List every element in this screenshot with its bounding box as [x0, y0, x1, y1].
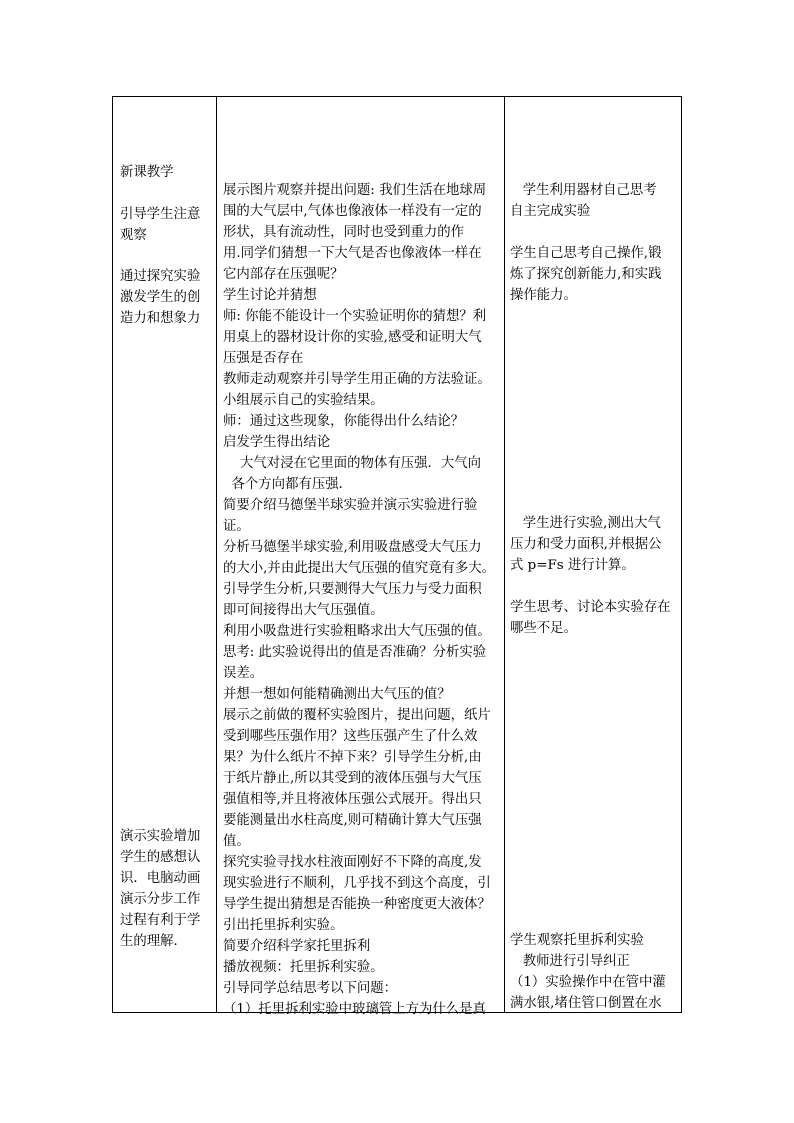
col3-text: 学生思考、讨论本实验存在	[510, 600, 671, 615]
col2-line: 值。	[223, 834, 250, 849]
col2-line: 学生讨论并猜想	[223, 288, 317, 303]
col1-text: 过程有利于学	[120, 913, 201, 928]
column-divider-1	[216, 97, 217, 1012]
col2-line: 探究实验寻找水柱液面刚好不下降的高度,发	[223, 855, 482, 870]
col2-line: 利用小吸盘进行实验粗略求出大气压强的值。	[223, 624, 491, 639]
col2-line: 强值相等,并且将液体压强公式展开。得出只	[223, 792, 482, 807]
col2-line: 引导同学总结思考以下问题：	[223, 981, 398, 996]
col2-line: 导学生提出猜想是否能换一种密度更大液体？	[223, 897, 491, 912]
col2-line: 要能测量出水柱高度,则可精确计算大气压强	[223, 813, 482, 828]
col2-line: 分析马德堡半球实验,利用吸盘感受大气压力	[223, 540, 482, 555]
col3-text: 教师进行引导纠正	[510, 954, 630, 969]
teacher-activity-column	[223, 180, 503, 1020]
col2-line: （1）托里拆利实验中玻璃管上方为什么是真	[223, 1002, 486, 1017]
col1-text: 学生的感想认	[120, 850, 201, 865]
col1-text: 通过探究实验	[120, 269, 201, 284]
col3-text: 炼了探究创新能力,和实践	[510, 267, 662, 282]
col1-text: 生的理解．	[120, 934, 187, 949]
col3-text: 满水银,堵住管口倒置在水	[510, 996, 662, 1011]
col2-line: 用桌上的器材设计你的实验,感受和证明大气	[223, 330, 482, 345]
col3-text: 操作能力。	[510, 288, 577, 303]
col2-line: 思考: 此实验说得出的值是否准确？分析实验	[223, 645, 487, 660]
col3-text: 压力和受力面积,并根据公	[510, 537, 662, 552]
col2-line: 的大小,并由此提出大气压强的值究竟有多大。	[223, 561, 496, 576]
col2-line: 果？为什么纸片不掉下来？引导学生分析,由	[223, 750, 482, 765]
col2-line: 师：通过这些现象，你能得出什么结论？	[223, 414, 465, 429]
col2-line: 受到哪些压强作用？这些压强产生了什么效	[223, 729, 478, 744]
col2-line: 展示图片观察并提出问题: 我们生活在地球周	[223, 183, 487, 198]
col2-line: 小组展示自己的实验结果。	[223, 393, 384, 408]
col2-line: 于纸片静止,所以其受到的液体压强与大气压	[223, 771, 482, 786]
col2-line: 启发学生得出结论	[223, 435, 331, 450]
col2-line: 误差。	[223, 666, 264, 681]
col3-text: 学生自己思考自己操作,锻	[510, 246, 662, 261]
col2-line: 师: 你能不能设计一个实验证明你的猜想？利	[223, 309, 487, 324]
col2-line: 展示之前做的覆杯实验图片，提出问题，纸片	[223, 708, 491, 723]
col2-line: 大气对浸在它里面的物体有压强．大气向	[223, 456, 482, 471]
column-divider-2	[504, 97, 505, 1012]
col1-text: 识．电脑动画	[120, 871, 201, 886]
col2-line: 并想一想如何能精确测出大气压的值？	[223, 687, 451, 702]
col1-text: 造力和想象力	[120, 311, 201, 326]
col2-line: 压强是否存在	[223, 351, 304, 366]
col2-line: 播放视频：托里拆利实验。	[223, 960, 384, 975]
col2-line: 简要介绍科学家托里拆利	[223, 939, 371, 954]
col3-text: （1）实验操作中在管中灌	[510, 975, 666, 990]
col2-line: 用.同学们猜想一下大气是否也像液体一样在	[223, 246, 482, 261]
col2-line: 它内部存在压强呢？	[223, 267, 344, 282]
col1-text: 演示实验增加	[120, 829, 201, 844]
col1-text: 激发学生的创	[120, 290, 201, 305]
col2-line: 引出托里拆利实验。	[223, 918, 344, 933]
col2-line: 证。	[223, 519, 250, 534]
col2-line: 形状，具有流动性，同时也受到重力的作	[223, 225, 465, 240]
col3-text: 学生观察托里拆利实验	[510, 933, 644, 948]
col3-text: 式 p=Fs 进行计算。	[510, 558, 635, 573]
col1-text: 新课教学	[120, 165, 174, 180]
col2-line: 即可间接得出大气压强值。	[223, 603, 384, 618]
col3-text: 学生进行实验,测出大气	[510, 516, 661, 531]
col2-line: 现实验进行不顺利，几乎找不到这个高度，引	[223, 876, 491, 891]
col3-text: 学生利用器材自己思考	[510, 183, 657, 198]
col3-text: 哪些不足。	[510, 621, 577, 636]
col3-text: 自主完成实验	[510, 204, 591, 219]
col2-line: 教师走动观察并引导学生用正确的方法验证。	[223, 372, 491, 387]
col2-line: 简要介绍马德堡半球实验并演示实验进行验	[223, 498, 478, 513]
col2-line: 各个方向都有压强．	[223, 477, 353, 492]
lesson-table	[112, 96, 682, 1017]
col2-line: 引导学生分析,只要测得大气压力与受力面积	[223, 582, 482, 597]
col1-text: 观察	[120, 228, 147, 243]
col2-line: 围的大气层中,气体也像液体一样没有一定的	[223, 204, 482, 219]
col1-text: 演示分步工作	[120, 892, 201, 907]
col1-text: 引导学生注意	[120, 207, 201, 222]
